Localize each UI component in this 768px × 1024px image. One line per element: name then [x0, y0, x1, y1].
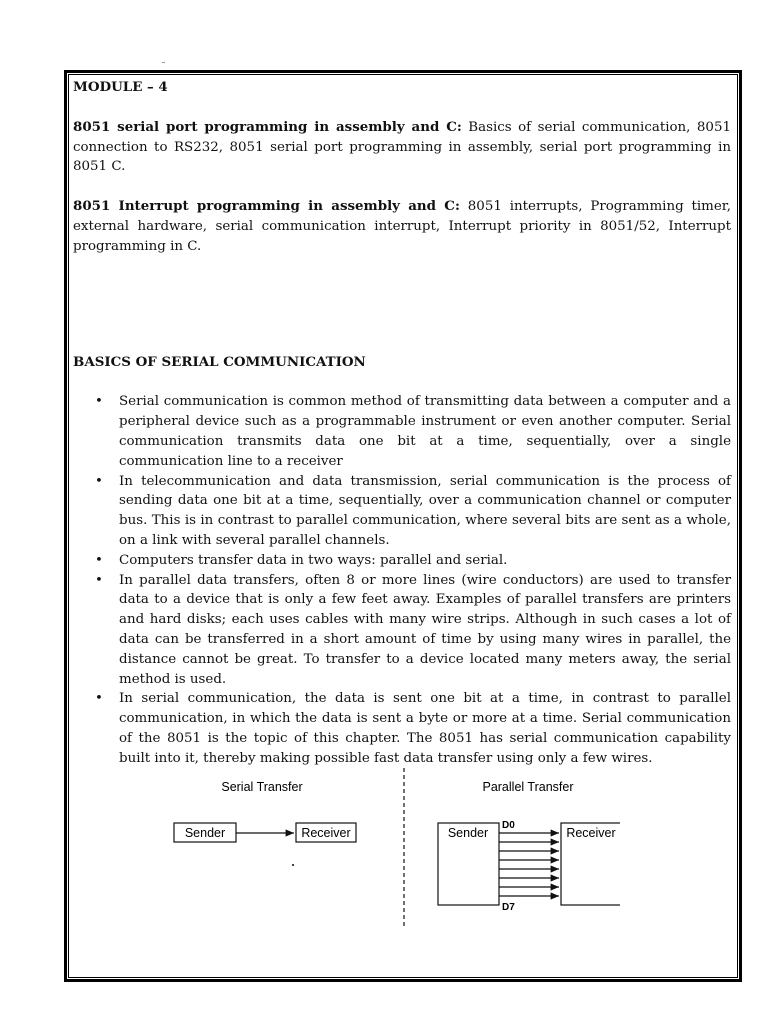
bullet-icon: •	[95, 394, 103, 410]
bullet-list	[73, 392, 731, 768]
module-title: MODULE – 4	[73, 79, 168, 95]
serial-receiver-label: Receiver	[301, 826, 351, 840]
bullet-icon: •	[95, 473, 103, 489]
list-item: • Computers transfer data in two ways: parallel and serial.	[119, 551, 731, 571]
list-item: • In telecommunication and data transmission, serial communication is the process of sending data one bit at a time, sequentially, over a communication channel or computer bus. This is in contrast to parallel communication, where several bits are sent as a whole, on a link with several parallel channels.	[95, 473, 731, 548]
section-serial-port	[73, 118, 731, 177]
list-item: • In parallel data transfers, often 8 or more lines (wire conductors) are used to transfer data to a device that is only a few feet away. Examples of parallel transfers are printers and hard disks; each uses cables with many wire strips. Although in such cases a lot of data can be transferred in a short amount of time by using many wires in parallel, the distance cannot be great. To transfer to a device located many meters away, the serial method is used.	[95, 572, 731, 687]
basics-heading: BASICS OF SERIAL COMMUNICATION	[73, 353, 366, 370]
list-item: • Serial communication is common method of transmitting data between a computer and a peripheral device such as a programmable instrument or even another computer. Serial communication transmits data one bit at a time, sequentially, over a single communication line to a receiver	[95, 394, 731, 469]
section-interrupt-text: 8051 interrupts, Programming timer, external hardware, serial communication interrupt, Interrupt priority in 8051/52, Interrupt programming in C.	[73, 199, 731, 254]
serial-sender-label: Sender	[184, 826, 226, 840]
d0-label: D0	[502, 820, 515, 831]
list-item: • In serial communication, the data is sent one bit at a time, in contrast to parallel communication, in which the data is sent a byte or more at a time. Serial communication of the 8051 is the topic of this chapter. The 8051 has serial communication capability built into it, thereby making possible fast data transfer using only a few wires.	[95, 691, 731, 766]
parallel-receiver-label: Receiver	[566, 826, 616, 840]
serial-title: Serial Transfer	[221, 780, 303, 794]
transfer-diagram	[160, 760, 620, 930]
document-body	[73, 78, 731, 769]
d7-label: D7	[502, 902, 515, 913]
parallel-title: Parallel Transfer	[482, 780, 574, 794]
section-serial-port-text: Basics of serial communication, 8051 connection to RS232, 8051 serial port programming in assembly, serial port programming in 8051 C.	[73, 119, 731, 175]
speck	[292, 864, 294, 866]
parallel-lines	[499, 833, 559, 896]
bullet-icon: •	[95, 691, 103, 707]
transfer-diagram-svg	[160, 760, 620, 930]
section-serial-port-heading: 8051 serial port programming in assembly and C:	[73, 118, 462, 135]
section-interrupt	[73, 197, 731, 256]
bullet-icon: •	[95, 572, 103, 588]
parallel-sender-label: Sender	[447, 826, 489, 840]
scan-mark	[162, 62, 165, 63]
section-interrupt-heading: 8051 Interrupt programming in assembly and C:	[73, 198, 460, 215]
bullet-icon: •	[95, 552, 103, 568]
